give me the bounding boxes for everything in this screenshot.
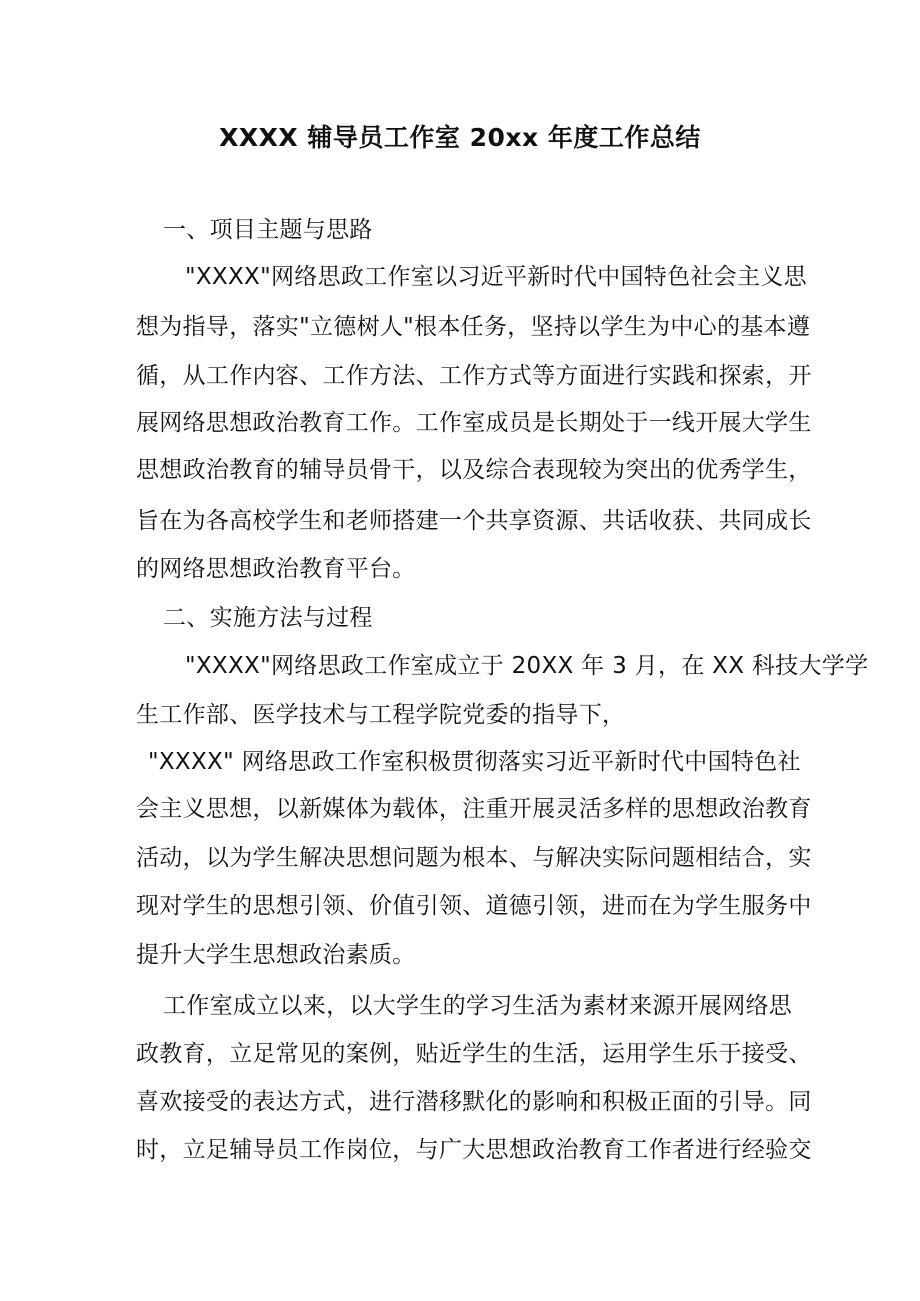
paragraph-line: 现对学生的思想引领、价值引领、道德引领，进而在为学生服务中 [136,893,812,919]
paragraph-line: 喜欢接受的表达方式，进行潜移默化的影响和积极正面的引导。同 [136,1089,812,1115]
paragraph-line: 会主义思想，以新媒体为载体，注重开展灵活多样的思想政治教育 [136,796,812,822]
paragraph-line: 时，立足辅导员工作岗位，与广大思想政治教育工作者进行经验交 [136,1137,812,1163]
paragraph-line: 生工作部、医学技术与工程学院党委的指导下， [136,702,626,728]
paragraph-line: 旨在为各高校学生和老师搭建一个共享资源、共话收获、共同成长 [136,508,812,534]
paragraph-line: 想为指导，落实"立德树人"根本任务，坚持以学生为中心的基本遵 [136,314,811,340]
document-title: XXXX 辅导员工作室 20xx 年度工作总结 [219,123,701,152]
paragraph-line: 的网络思想政治教育平台。 [136,556,416,582]
paragraph-line: "XXXX"网络思政工作室成立于 20XX 年 3 月，在 XX 科技大学学 [185,653,869,679]
paragraph-line: 工作室成立以来，以大学生的学习生活为素材来源开展网络思 [163,993,793,1019]
paragraph-line: "XXXX" 网络思政工作室积极贯彻落实习近平新时代中国特色社 [148,749,801,775]
section-heading-1: 一、项目主题与思路 [163,217,373,243]
paragraph-line: 活动，以为学生解决思想问题为根本、与解决实际问题相结合，实 [136,845,812,871]
paragraph-line: 政教育，立足常见的案例，贴近学生的生活，运用学生乐于接受、 [136,1041,812,1067]
paragraph-line: 提升大学生思想政治素质。 [136,942,416,968]
paragraph-line: "XXXX"网络思政工作室以习近平新时代中国特色社会主义思 [185,264,807,290]
section-heading-2: 二、实施方法与过程 [163,605,373,631]
paragraph-line: 展网络思想政治教育工作。工作室成员是长期处于一线开展大学生 [136,410,812,436]
paragraph-line: 思想政治教育的辅导员骨干，以及综合表现较为突出的优秀学生， [136,457,812,483]
paragraph-line: 循，从工作内容、工作方法、工作方式等方面进行实践和探索，开 [136,363,812,389]
